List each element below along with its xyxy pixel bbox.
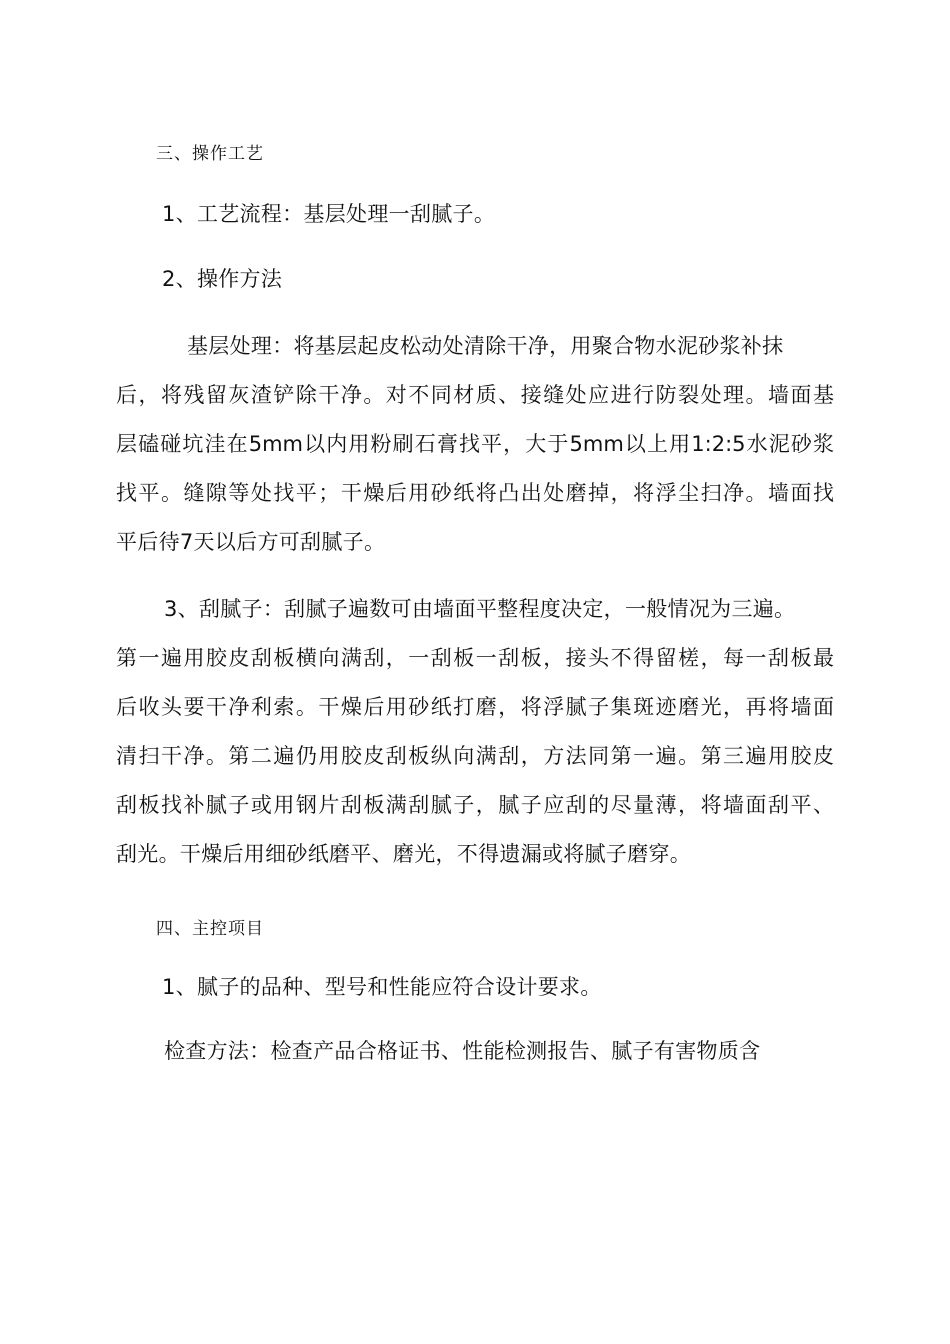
paragraph-line: 平后待7天以后方可刮腻子。 <box>116 530 386 554</box>
section-heading-operation-process: 三、操作工艺 <box>156 144 264 164</box>
paragraph-line: 基层处理：将基层起皮松动处清除干净，用聚合物水泥砂浆补抹 <box>187 334 784 358</box>
paragraph-line: 3、刮腻子：刮腻子遍数可由墙面平整程度决定，一般情况为三遍。 <box>164 597 796 621</box>
paragraph-line: 刮光。干燥后用细砂纸磨平、磨光，不得遗漏或将腻子磨穿。 <box>116 842 692 866</box>
section-heading-main-control-items: 四、主控项目 <box>156 919 264 939</box>
inspection-method-line: 检查方法：检查产品合格证书、性能检测报告、腻子有害物质含 <box>164 1039 761 1063</box>
paragraph-line: 第一遍用胶皮刮板横向满刮，一刮板一刮板，接头不得留槎，每一刮板最 <box>116 646 834 670</box>
putty-requirement-item: 1、腻子的品种、型号和性能应符合设计要求。 <box>162 975 602 999</box>
paragraph-line: 层磕碰坑洼在5mm以内用粉刷石膏找平，大于5mm以上用1:2:5水泥砂浆 <box>116 432 834 456</box>
operation-method-item: 2、操作方法 <box>162 267 283 291</box>
paragraph-line: 找平。缝隙等处找平；干燥后用砂纸将凸出处磨掉，将浮尘扫净。墙面找 <box>116 481 834 505</box>
paragraph-line: 刮板找补腻子或用钢片刮板满刮腻子，腻子应刮的尽量薄，将墙面刮平、 <box>116 793 834 817</box>
paragraph-line: 后收头要干净利索。干燥后用砂纸打磨，将浮腻子集斑迹磨光，再将墙面 <box>116 695 834 719</box>
paragraph-line: 清扫干净。第二遍仍用胶皮刮板纵向满刮，方法同第一遍。第三遍用胶皮 <box>116 744 834 768</box>
paragraph-line: 后，将残留灰渣铲除干净。对不同材质、接缝处应进行防裂处理。墙面基 <box>116 383 834 407</box>
process-flow-item: 1、工艺流程：基层处理一刮腻子。 <box>162 202 496 226</box>
